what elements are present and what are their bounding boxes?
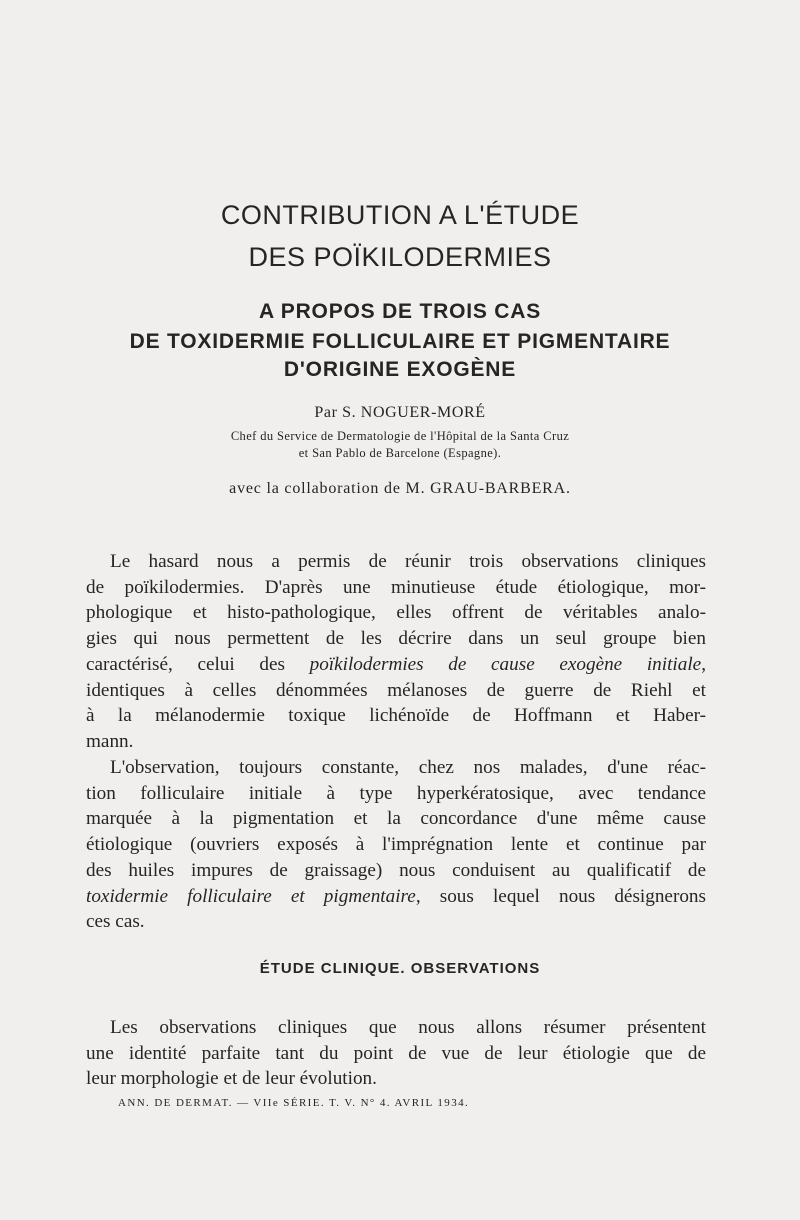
- text-line: L'observation, toujours constante, chez nos malades, d'une réac-: [110, 757, 706, 778]
- text-line: [86, 652, 706, 678]
- text-line: étiologique (ouvriers exposés à l'imprégnation lente et continue par: [86, 834, 706, 856]
- text-line: des huiles impures de graissage) nous conduisent au qualificatif de: [86, 859, 706, 881]
- text-run: caractérisé, celui des: [86, 653, 310, 675]
- text-line: [86, 884, 706, 910]
- author-affiliation-line-2: et San Pablo de Barcelone (Espagne).: [298, 446, 502, 460]
- text-line: de poïkilodermies. D'après une minutieuse étude étiologique, mor-: [86, 576, 706, 598]
- text-line: une identité parfaite tant du point de vue de leur étiologie que de: [86, 1042, 706, 1064]
- journal-citation-footer: ANN. DE DERMAT. — VIIe SÉRIE. T. V. N° 4. AVRIL 1934.: [118, 1097, 470, 1109]
- text-line: tion folliculaire initiale à type hyperkératosique, avec tendance: [86, 782, 706, 804]
- title-line-1: CONTRIBUTION A L'ÉTUDE: [220, 200, 580, 230]
- text-line: identiques à celles dénommées mélanoses de guerre de Riehl et: [86, 679, 706, 701]
- italic-term-toxidermie: toxidermie folliculaire et pigmentaire: [86, 885, 416, 907]
- text-line: phologique et histo-pathologique, elles offrent de véritables analo-: [86, 602, 706, 624]
- text-run: , sous lequel nous désignerons: [415, 885, 706, 907]
- text-line: Les observations cliniques que nous allons résumer présentent: [110, 1017, 706, 1038]
- text-line: à la mélanodermie toxique lichénoïde de Hoffmann et Haber-: [86, 705, 706, 727]
- text-line: gies qui nous permettent de les décrire dans un seul groupe bien: [86, 628, 706, 650]
- subtitle-line-3: D'ORIGINE EXOGÈNE: [283, 358, 517, 381]
- section-heading: ÉTUDE CLINIQUE. OBSERVATIONS: [259, 960, 541, 977]
- subtitle-line-1: A PROPOS DE TROIS CAS: [258, 300, 542, 323]
- section-paragraph-1: [86, 1015, 706, 1092]
- text-line: Le hasard nous a permis de réunir trois observations cliniques: [110, 551, 706, 572]
- text-line: ces cas.: [86, 911, 145, 933]
- body-paragraph-2: [86, 755, 706, 935]
- author-byline: Par S. NOGUER-MORÉ: [314, 404, 486, 421]
- text-line: marquée à la pigmentation et la concordance d'une même cause: [86, 808, 706, 830]
- text-line: mann.: [86, 730, 134, 752]
- italic-term-poikilodermies: poïkilodermies de cause exogène initiale: [309, 653, 702, 675]
- text-line: leur morphologie et de leur évolution.: [86, 1068, 377, 1090]
- author-collaboration: avec la collaboration de M. GRAU-BARBERA.: [229, 480, 571, 497]
- body-paragraph-1: [86, 549, 706, 755]
- text-run: ,: [701, 653, 706, 675]
- subtitle-line-2: DE TOXIDERMIE FOLLICULAIRE ET PIGMENTAIRE: [129, 330, 671, 353]
- author-affiliation-line-1: Chef du Service de Dermatologie de l'Hôpital de la Santa Cruz: [230, 429, 570, 443]
- title-line-2: DES POÏKILODERMIES: [248, 242, 552, 272]
